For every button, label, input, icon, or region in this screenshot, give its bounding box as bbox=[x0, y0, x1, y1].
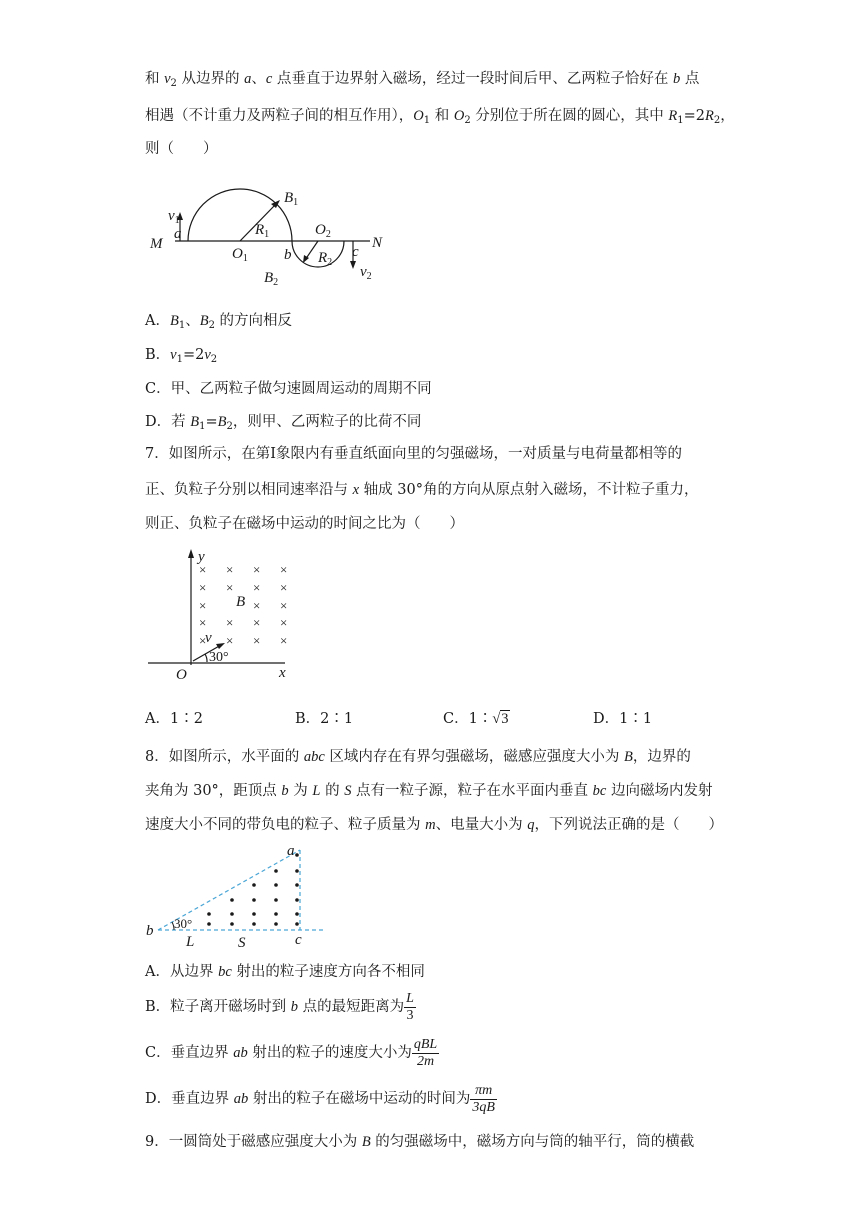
fraction-pim-over-3qB: $\frac{\pi m}{3qB}$ bbox=[472, 1082, 495, 1115]
q8-option-b: B．粒子离开磁场时到 b 点的最短距离为 $\frac{L}{3}$ bbox=[145, 990, 414, 1023]
svg-text:×: × bbox=[226, 633, 234, 648]
label-x-axis: x bbox=[279, 665, 286, 681]
q7-option-b: B．2∶1 bbox=[295, 711, 354, 727]
label-origin: O bbox=[176, 667, 187, 683]
label-vertex-a: a bbox=[287, 843, 295, 859]
svg-text:×: × bbox=[226, 615, 234, 630]
label-vertex-c: c bbox=[295, 932, 302, 948]
svg-text:×: × bbox=[253, 562, 261, 577]
svg-text:×: × bbox=[199, 580, 207, 595]
q7-option-d: D．1∶1 bbox=[593, 711, 653, 727]
label-v1: $v_1$ bbox=[168, 208, 180, 226]
svg-text:×: × bbox=[253, 598, 261, 613]
label-O2: $O_2$ bbox=[315, 222, 331, 240]
label-y-axis: y bbox=[198, 549, 205, 565]
svg-text:×: × bbox=[199, 598, 207, 613]
label-b: b bbox=[284, 247, 292, 263]
fraction-L-over-3: $\frac{L}{3}$ bbox=[406, 990, 414, 1023]
svg-text:×: × bbox=[280, 615, 288, 630]
svg-text:×: × bbox=[199, 615, 207, 630]
svg-text:×: × bbox=[226, 580, 234, 595]
label-R2: $R_2$ bbox=[318, 250, 333, 268]
svg-text:×: × bbox=[226, 562, 234, 577]
label-c: c bbox=[352, 244, 359, 260]
q7-text-line-2: 正、负粒子分别以相同速率沿与 x 轴成 30°角的方向从原点射入磁场，不计粒子重力， bbox=[145, 482, 699, 498]
q8-text-line-2: 夹角为 30°，距顶点 b 为 L 的 S 点有一粒子源，粒子在水平面内垂直 bc 边向磁场内发射 bbox=[145, 783, 713, 799]
svg-text:×: × bbox=[199, 633, 207, 648]
label-L: L bbox=[186, 934, 195, 950]
q8-option-c: C．垂直边界 ab 射出的粒子的速度大小为 $\frac{\text{qBL}}{2m}$ bbox=[145, 1036, 438, 1069]
label-source-S: S bbox=[238, 935, 246, 951]
label-a: a bbox=[174, 226, 182, 242]
svg-text:×: × bbox=[253, 615, 261, 630]
label-velocity-v: v bbox=[205, 630, 212, 646]
q6-figure-magnetic-semicircles bbox=[140, 170, 410, 300]
field-dots bbox=[207, 853, 299, 926]
label-M: M bbox=[150, 236, 163, 252]
fraction-qBL-over-2m: $\frac{\text{qBL}}{2m}$ bbox=[413, 1036, 438, 1069]
q6-text-line-1: 和 $v_2$ 从边界的 a、c 点垂直于边界射入磁场，经过一段时间后甲、乙两粒子恰好在 b 点 bbox=[145, 71, 700, 89]
label-O1: $O_1$ bbox=[232, 246, 248, 264]
label-field-B: B bbox=[236, 594, 246, 610]
label-B2: $B_2$ bbox=[264, 270, 279, 288]
label-vertex-b: b bbox=[146, 923, 154, 939]
q7-figure-quadrant-field bbox=[145, 545, 305, 685]
q8-figure-triangle-field bbox=[140, 838, 340, 953]
q6-option-c: C．甲、乙两粒子做匀速圆周运动的周期不同 bbox=[145, 381, 432, 397]
q7-option-c: C．1∶√3 bbox=[443, 711, 509, 727]
q6-text-line-2: 相遇（不计重力及两粒子间的相互作用），$O_1$ 和 $O_2$ 分别位于所在圆的圆心，其中 $R_1=2R_2$， bbox=[145, 108, 735, 126]
label-v2: $v_2$ bbox=[360, 264, 372, 282]
q6-text-line-3: 则（ ） bbox=[145, 141, 218, 157]
svg-text:×: × bbox=[253, 580, 261, 595]
svg-text:×: × bbox=[253, 633, 261, 648]
q8-option-a: A．从边界 bc 射出的粒子速度方向各不相同 bbox=[145, 964, 425, 980]
trajectory-arc-1 bbox=[188, 189, 292, 241]
q8-text-line-1: 8．如图所示，水平面的 abc 区域内存在有界匀强磁场，磁感应强度大小为 B，边界的 bbox=[145, 749, 691, 765]
label-R1: $R_1$ bbox=[255, 222, 270, 240]
q7-option-a: A．1∶2 bbox=[145, 711, 203, 727]
q6-option-a: A．$B_1$、$B_2$ 的方向相反 bbox=[145, 313, 293, 331]
q7-text-line-1: 7．如图所示，在第Ⅰ象限内有垂直纸面向里的匀强磁场，一对质量与电荷量都相等的 bbox=[145, 446, 682, 462]
q6-option-d: D．若 $B_1=B_2$，则甲、乙两粒子的比荷不同 bbox=[145, 414, 422, 432]
q7-text-line-3: 则正、负粒子在磁场中运动的时间之比为（ ） bbox=[145, 516, 464, 532]
svg-text:×: × bbox=[280, 598, 288, 613]
q8-text-line-3: 速度大小不同的带负电的粒子、粒子质量为 m、电量大小为 q，下列说法正确的是（ ） bbox=[145, 817, 723, 833]
svg-text:×: × bbox=[280, 562, 288, 577]
q8-option-d: D．垂直边界 ab 射出的粒子在磁场中运动的时间为 $\frac{\pi m}{3qB}$ bbox=[145, 1082, 495, 1115]
q9-text-line-1: 9．一圆筒处于磁感应强度大小为 B 的匀强磁场中，磁场方向与筒的轴平行，筒的横截 bbox=[145, 1134, 695, 1150]
svg-text:×: × bbox=[280, 633, 288, 648]
svg-text:×: × bbox=[280, 580, 288, 595]
label-N: N bbox=[372, 235, 383, 251]
label-angle: 30° bbox=[174, 916, 193, 931]
label-B1: $B_1$ bbox=[284, 190, 299, 208]
label-angle: 30° bbox=[209, 650, 229, 665]
q6-option-b: B．$v_1=2v_2$ bbox=[145, 347, 218, 365]
svg-text:×: × bbox=[199, 562, 207, 577]
